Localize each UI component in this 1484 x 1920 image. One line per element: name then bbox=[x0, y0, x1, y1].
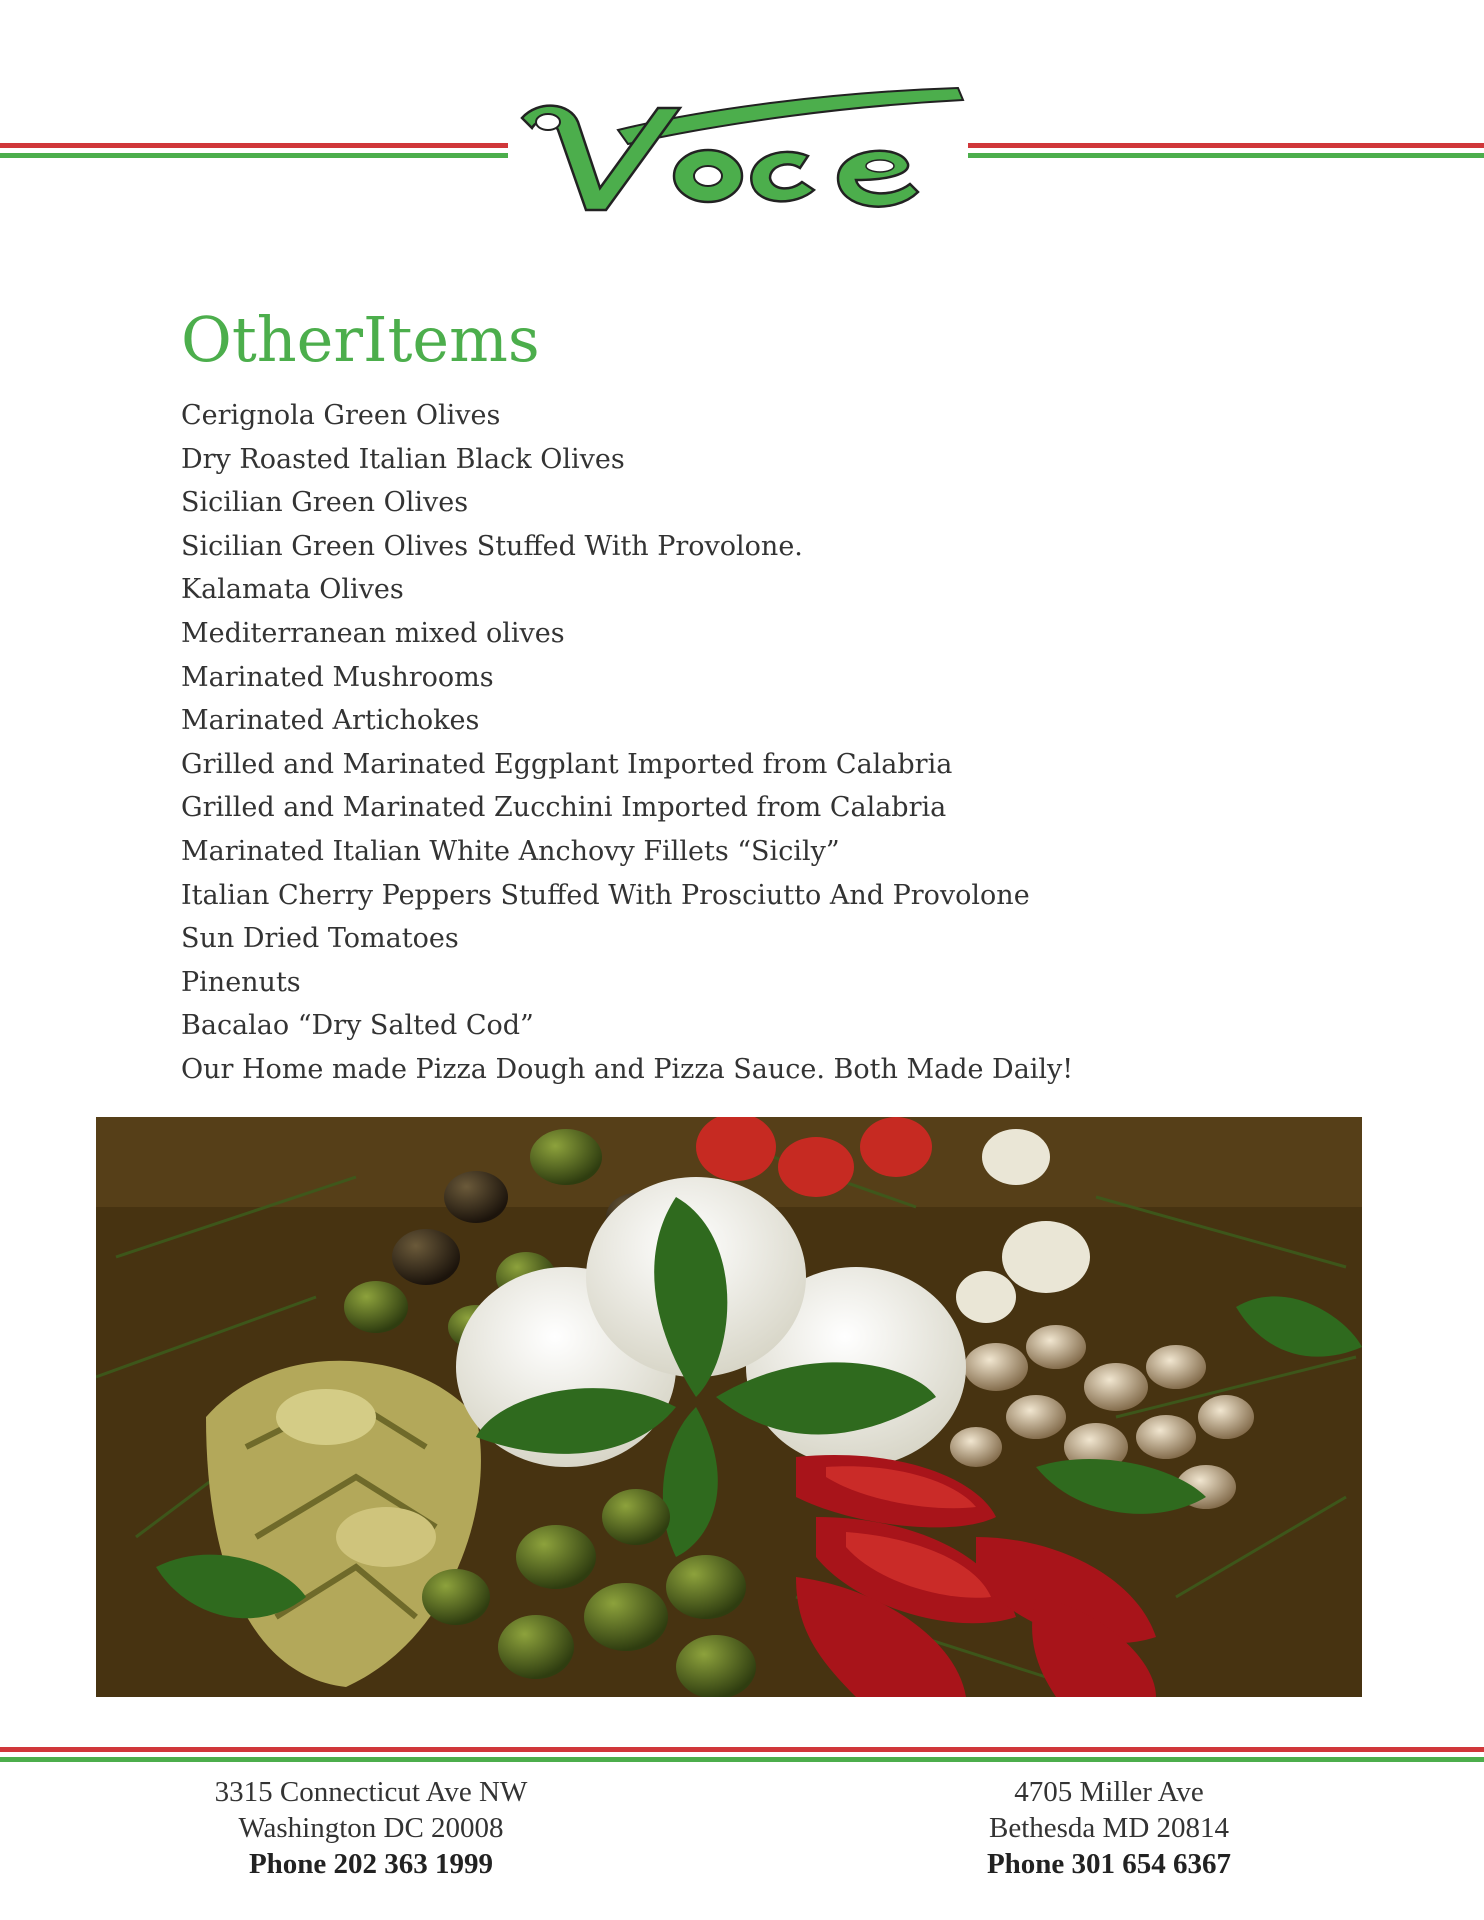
menu-item: Sun Dried Tomatoes bbox=[181, 923, 459, 955]
street-address: 3315 Connecticut Ave NW bbox=[214, 1776, 528, 1808]
menu-item: Cerignola Green Olives bbox=[181, 400, 501, 431]
menu-item: Pinenuts bbox=[181, 966, 301, 998]
menu-item: Dry Roasted Italian Black Olives bbox=[181, 443, 625, 475]
city-state-zip: Bethesda MD 20814 bbox=[988, 1812, 1230, 1844]
address-bethesda bbox=[879, 1774, 1339, 1882]
street-address: 4705 Miller Ave bbox=[1014, 1776, 1204, 1808]
menu-item: Mediterranean mixed olives bbox=[181, 617, 565, 649]
city-state-zip: Washington DC 20008 bbox=[238, 1812, 504, 1844]
menu-item: Italian Cherry Peppers Stuffed With Prosciutto And Provolone bbox=[181, 879, 1030, 911]
menu-item: Marinated Italian White Anchovy Fillets “Sicily” bbox=[181, 835, 840, 867]
menu-item: Grilled and Marinated Zucchini Imported from Calabria bbox=[181, 792, 947, 824]
menu-item: Sicilian Green Olives bbox=[181, 487, 469, 519]
menu-item: Marinated Mushrooms bbox=[181, 661, 494, 693]
footer-stripe-red bbox=[0, 1747, 1484, 1752]
address-washington bbox=[141, 1774, 601, 1882]
phone-number: Phone 202 363 1999 bbox=[248, 1848, 494, 1880]
menu-item-list bbox=[181, 394, 1073, 1092]
section-title: OtherItems bbox=[181, 303, 540, 376]
phone-number: Phone 301 654 6367 bbox=[986, 1848, 1232, 1880]
menu-item: Our Home made Pizza Dough and Pizza Sauce. Both Made Daily! bbox=[181, 1053, 1074, 1085]
menu-item: Grilled and Marinated Eggplant Imported from Calabria bbox=[181, 748, 953, 780]
vace-logo bbox=[508, 78, 968, 218]
menu-item: Marinated Artichokes bbox=[181, 705, 480, 737]
menu-item: Sicilian Green Olives Stuffed With Provolone. bbox=[181, 530, 803, 562]
footer-stripe-green bbox=[0, 1757, 1484, 1762]
antipasto-photo bbox=[96, 1117, 1362, 1697]
menu-item: Bacalao “Dry Salted Cod” bbox=[181, 1010, 534, 1042]
menu-item: Kalamata Olives bbox=[181, 574, 404, 606]
